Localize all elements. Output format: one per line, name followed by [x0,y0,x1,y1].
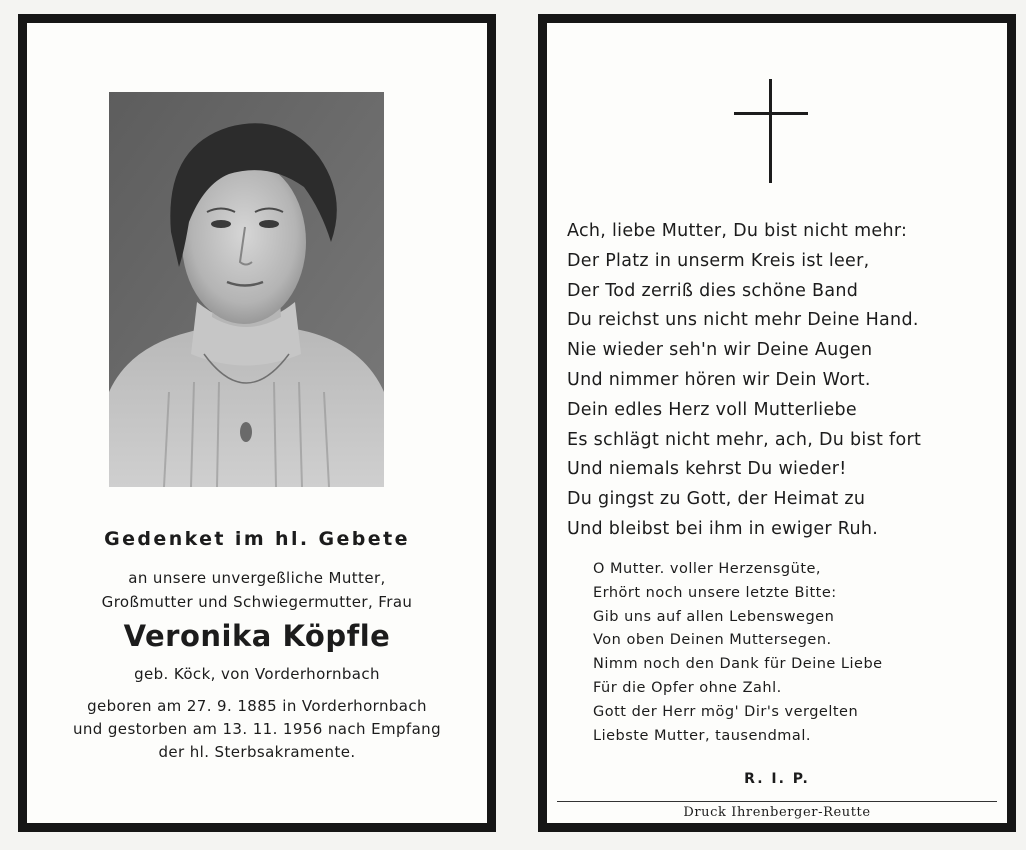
heading: Gedenket im hl. Gebete [104,528,410,550]
dates-line: der hl. Sterbsakramente. [158,743,356,761]
poem-line: Du gingst zu Gott, der Heimat zu [567,489,866,510]
deceased-name: Veronika Köpfle [123,619,391,653]
poem-line: Nie wieder seh'n wir Deine Augen [567,340,873,361]
prayer-line: Gott der Herr mög' Dir's vergelten [593,703,859,720]
poem-line: Und bleibst bei ihm in ewiger Ruh. [567,518,879,539]
printer-divider [557,801,997,802]
poem-line: Der Platz in unserm Kreis ist leer, [567,250,870,271]
memorial-card-front [18,14,496,832]
prayer-line: O Mutter. voller Herzensgüte, [593,561,822,577]
dedication-line: an unsere unvergeßliche Mutter, [128,569,386,587]
dates-line: geboren am 27. 9. 1885 in Vorderhornbach [87,697,427,715]
poem-line: Es schlägt nicht mehr, ach, Du bist fort [567,429,922,450]
prayer-line: Von oben Deinen Muttersegen. [593,632,832,649]
prayer-line: Gib uns auf allen Lebenswegen [593,608,835,625]
poem-line: Der Tod zerriß dies schöne Band [567,280,859,301]
prayer-line: Erhört noch unsere letzte Bitte: [593,584,837,601]
poem-line: Und niemals kehrst Du wieder! [567,459,847,480]
poem-line: Dein edles Herz voll Mutterliebe [567,399,858,420]
dates-line: und gestorben am 13. 11. 1956 nach Empfang [72,720,441,738]
printer-imprint: Druck Ihrenberger-Reutte [683,805,871,820]
rip-text: R. I. P. [744,771,810,787]
poem-line: Ach, liebe Mutter, Du bist nicht mehr: [567,221,908,241]
poem [567,217,921,545]
poem-line: Du reichst uns nicht mehr Deine Hand. [567,310,919,331]
prayer-line: Nimm noch den Dank für Deine Liebe [593,656,883,673]
portrait-photo [109,92,384,487]
dedication [27,566,487,614]
memorial-card-back [538,14,1016,832]
prayer-line: Liebste Mutter, tausendmal. [593,727,811,744]
maiden-name: geb. Köck, von Vorderhornbach [134,665,380,683]
life-dates [27,695,487,764]
dedication-line: Großmutter und Schwiegermutter, Frau [101,593,413,611]
poem-line: Und nimmer hören wir Dein Wort. [567,369,871,390]
prayer-line: Für die Opfer ohne Zahl. [593,679,782,696]
prayer [593,558,883,748]
